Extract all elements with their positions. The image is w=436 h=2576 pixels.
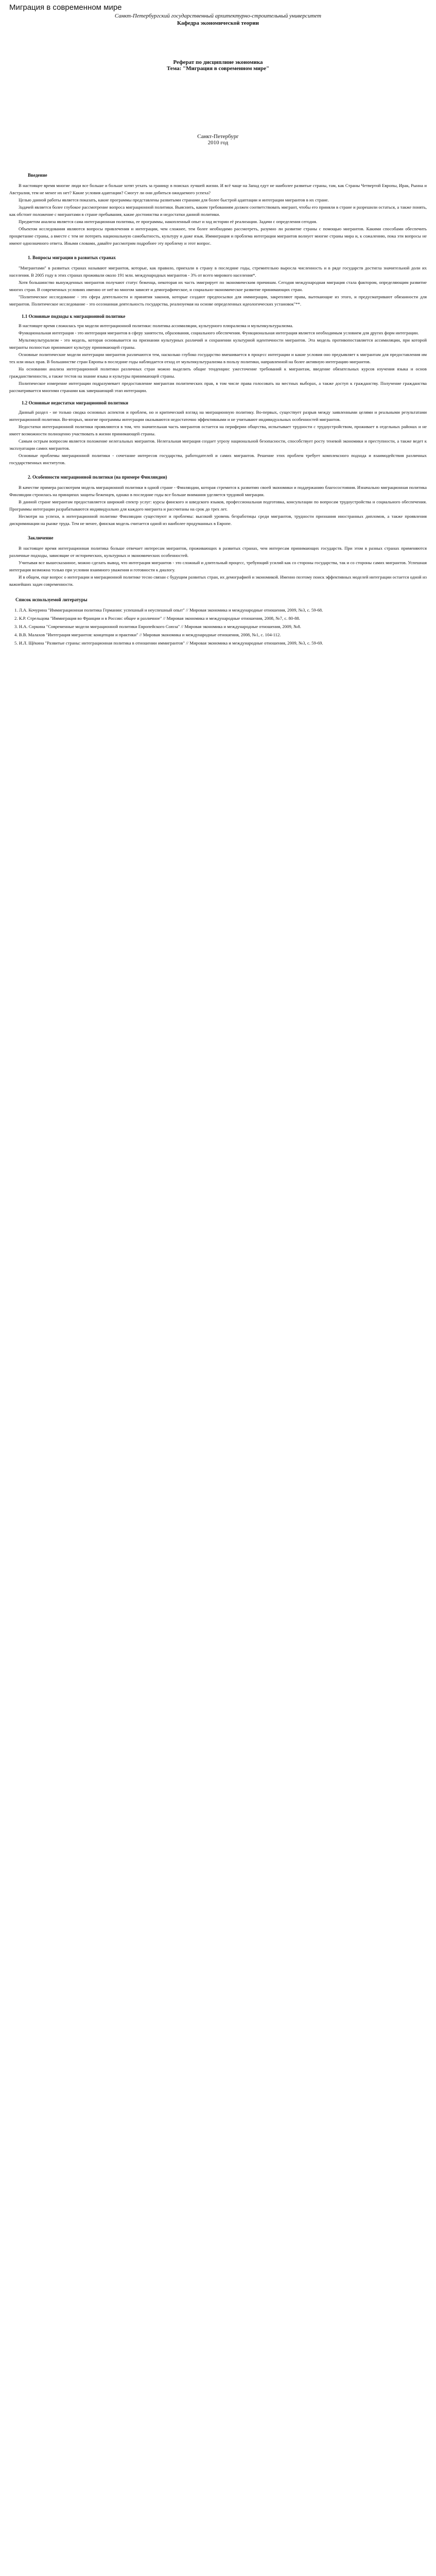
section-paragraph: Мультикультурализм - это модель, которая основывается на признании культурных различий и сохранении культурной идентичности мигрантов. Эта модель противопоставляется ассимиляции, при которой мигранты полностью принимают культуру принимающей страны. [9,337,427,350]
conclusion-paragraph: Учитывая все вышесказанное, можно сделать вывод, что интеграция мигрантов - это сложный и длительный процесс, требующий усилий как со стороны государства, так и со стороны самих мигрантов. Успешная интеграция возможна только при условии взаимного уважения и готовности к диалогу. [9,560,427,572]
intro-paragraph: Предметом анализа является сама интеграционная политика, ее программы, накопленный опыт и ход истории её реализации. Задачи с определения сегодня. [19,219,317,224]
year: 2010 год [207,140,229,146]
intro-paragraph: Целью данной работы является показать, какие программы представлены развитыми странами для более быстрой адаптации и интеграции мигрантов в их стране. [19,197,329,202]
section-paragraph: "Мигрантами" в развитых странах называют мигрантов, которые, как правило, приехали в страну в последние годы, стремительно выросла численность и в ряде государств достигла значительной доли их населения. В 2005 году в этих странах проживали около 191 млн. международных мигрантов - 3% от всего мирового населения*. [9,265,427,278]
conclusion-paragraph: И в общем, еще вопрос о интеграции и миграционной политике тесно связан с будущим развитых стран, их демографией и экономикой. Именно поэтому поиск эффективных моделей интеграции остается одной из важнейших задач современности. [9,574,427,587]
reference-item: 3. Н.А. Соркина "Современные модели миграционной политики Европейского Союза" // Мировая экономика и международные отношения, 2009, №8. [14,624,301,629]
section-heading: 2. Особенности миграционной политики (на примере Финляндии) [28,474,167,480]
section-paragraph: Данный раздел - не только сводка основных аспектов и проблем, но и критический взгляд на миграционную политику. Во-первых, существует разрыв между заявленными целями и реальными результатами интеграционной политики. Во-вторых, многие программы интеграции оказываются недостаточно эффективными и не учитывают индивидуальных особенностей мигрантов. [9,410,427,422]
intro-paragraph: Объектом исследования являются вопросы привлечения и интеграции, чем сложнее, тем более необходимо рассмотреть, разумно ли развитие страны с помощью мигрантов. Какими способами обеспечить процветание страны, а вместе с тем не потерять национальную самобытность, культуру и даже язык. Иммиграция и проблема интеграции мигрантов волнует многие страны мира и, к сожалению, пока эти вопросы не имеют однозначного ответа. Иными словами, давайте рассмотрим подробнее эту проблему и этот вопрос. [9,226,427,246]
report-title: Реферат по дисциплине экономика [173,59,263,65]
section-paragraph: Несмотря на успехи, в интеграционной политике Финляндии существуют и проблемы: высокий уровень безработицы среди мигрантов, трудности признания иностранных дипломов, а также проявления дискриминации на рынке труда. Тем не менее, финская модель считается одной из наиболее продуманных в Европе. [9,514,427,526]
reference-item: 2. К.Р. Стрельцова "Иммиграция во Франции и в России: общее и различное" // Мировая экономика и международные отношения, 2008, №7, с. 80-88. [14,616,300,621]
document-body [9,172,427,588]
subsection-heading: 1.1 Основные подходы к миграционной политике [22,314,126,319]
intro-paragraph: Задачей является более глубокое рассмотрение вопроса миграционной политики. Выяснить, каким требованиям должен соответствовать мигрант, чтобы его приняли в стране и разрешили остаться, а также понять, как обстоит положение с мигрантами в стране пребывания, какие достоинства и недостатки данной политики. [9,205,427,217]
reference-item: 4. В.В. Малахов "Интеграция мигрантов: концепции и практики" // Мировая экономика и международные отношения, 2008, №1, с. 104-112. [14,632,281,637]
references-heading: Список используемой литературы [15,597,88,602]
subsection-heading: 1.2 Основные недостатки миграционной политики [22,400,129,405]
section-paragraph: В данной стране мигрантам предоставляется широкий спектр услуг: курсы финского и шведского языков, профессиональная подготовка, консультации по вопросам трудоустройства и социального обеспечения. Программы интеграции разрабатываются индивидуально для каждого мигранта и рассчитаны на срок до трех лет. [9,499,427,512]
department-name: Кафедра экономической теории [177,20,259,26]
section-paragraph: Функциональная интеграция - это интеграция мигрантов в сферу занятости, образования, социального обеспечения. Функциональная интеграция является необходимым условием для других форм интеграции. [19,330,419,335]
document-title: Миграция в современном мире [9,3,122,12]
section-paragraph: Недостатки интеграционной политики проявляются в том, что значительная часть мигрантов остается на периферии общества, испытывает трудности с трудоустройством, проживает в отдельных районах и не имеет возможности полноценно участвовать в жизни принимающей страны. [9,424,427,436]
intro-paragraph: В настоящее время многие люди все больше и больше хотят уехать за границу в поисках лучшей жизни. И всё чаще на Запад едут не наиболее развитые страны, там, как Страны Четвертой Европы, Ирак, Рынна и Австралия, тем не менее их нет? Какие условия адаптации? Смогут ли они добиться ожидаемого успеха? [9,183,427,195]
reference-item: 5. И.Л. Щёкина "Развитые страны: интеграционная политика в отношении иммигрантов" // Мировая экономика и международные отношения, 2009, №3, с. 59-69. [14,640,323,646]
section-paragraph: Хотя большинство вынужденных мигрантов получают статус беженца, некоторая их часть эмигрирует по экономическим причинам. Сегодня международная миграция стала фактором, определяющим развитие многих стран. В современных условиях именно от неё во многом зависят и демографическое, и социально-экономическое развитие принимающих стран. [9,280,427,292]
conclusion-heading: Заключение [28,535,54,540]
section-paragraph: Политическое измерение интеграции подразумевает предоставление мигрантам политических прав, в том числе права голосовать на местных выборах, а также доступ к гражданству. Получение гражданства рассматривается многими странами как завершающий этап интеграции. [9,381,427,393]
section-paragraph: В настоящее время сложилась три модели интеграционной политики: политика ассимиляции, культурного плюрализма и мультикультурализма. [19,323,293,328]
conclusion-paragraph: В настоящее время интеграционная политика больше отвечает интересам мигрантов, проживающих в развитых странах, чем интересам принимающих государств. При этом в разных странах применяются различные подходы, зависящие от исторических, культурных и экономических особенностей. [9,546,427,558]
section-paragraph: "Политическое исследование - это сфера деятельности и принятия законов, которые создают предпосылки для иммиграции, закрепляют права, вытекающие из этого, и предусматривают обязанности для мигрантов. Политическое исследование - это осознанная деятельность государства, реализуемая на основе определенных идеологических установок"**. [9,294,427,307]
section-paragraph: В качестве примера рассмотрим модель миграционной политики в одной стране - Финляндии, которая стремится к развитию своей экономики и поддержанию благосостояния. Изначально миграционная политика Финляндии строилась на принципах защиты беженцев, однако в последние годы все больше внимания уделяется трудовой миграции. [9,485,427,497]
document-page [0,0,436,668]
report-theme: Тема: "Миграция в современном мире" [166,65,270,72]
title-page [9,13,427,164]
intro-heading: Введение [28,173,47,178]
section-heading: 1. Вопросы миграции в развитых странах [28,255,116,260]
reference-item: 1. Л.А. Кочурина "Иммиграционная политика Германии: успешный и неуспешный опыт" // Мировая экономика и международные отношения, 2009, №3, с. 59-68. [14,607,323,613]
section-paragraph: На основании анализа интеграционной политики различных стран можно выделить общие тенденции: ужесточение требований к мигрантам, введение обязательных курсов изучения языка и основ гражданственности, а также тестов на знание языка и культуры принимающей страны. [9,366,427,379]
city: Санкт-Петербург [197,133,239,140]
section-paragraph: Основные проблемы миграционной политики - сочетание интересов государства, работодателей и самих мигрантов. Решение этих проблем требует комплексного подхода и взаимодействия различных государственных институтов. [9,453,427,465]
references [9,596,427,647]
section-paragraph: Самым острым вопросом является положение нелегальных мигрантов. Нелегальная миграция создает угрозу национальной безопасности, способствует росту теневой экономики и преступности, а также ведет к эксплуатации самих мигрантов. [9,438,427,451]
university-name: Санкт-Петербургский государственный архитектурно-строительный университет [114,13,322,19]
section-paragraph: Основные политические модели интеграции мигрантов различаются тем, насколько глубоко государство вмешивается в процесс интеграции и какие условия оно предъявляет к мигрантам для предоставления им тех или иных прав. В большинстве стран Европы в последние годы наблюдается отход от мультикультурализма в пользу политики, направленной на более активную интеграцию мигрантов. [9,352,427,364]
